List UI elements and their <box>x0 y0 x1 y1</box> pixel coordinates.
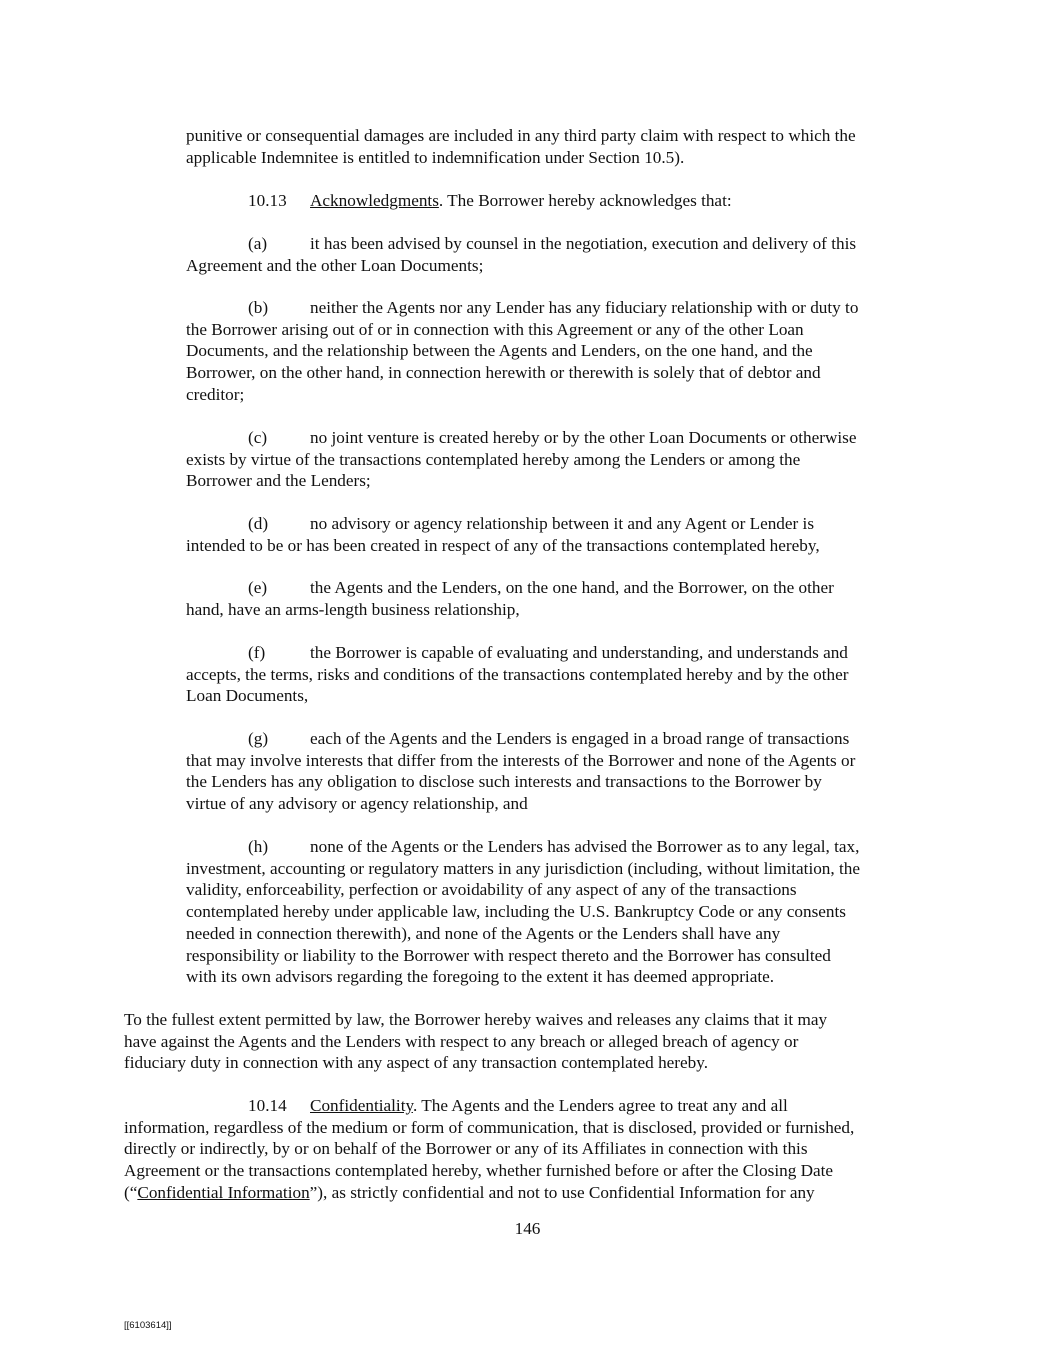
clause-label: (d) <box>248 514 269 533</box>
text-line: creditor; <box>186 384 245 404</box>
clause-label: (f) <box>248 643 266 662</box>
text-line: hand, have an arms-length business relationship, <box>186 599 520 619</box>
page-number: 146 <box>514 1219 541 1238</box>
text-line: directly or indirectly, by or on behalf of the Borrower or any of its Affiliates in connection with this <box>124 1139 808 1159</box>
text-line: information, regardless of the medium or form of communication, that is disclosed, provided or furnished, <box>124 1117 855 1137</box>
text-line: Borrower and the Lenders; <box>186 471 371 491</box>
section-lead: . The Agents and the Lenders agree to treat any and all <box>412 1096 788 1115</box>
text-line: To the fullest extent permitted by law, the Borrower hereby waives and releases any claims that it may <box>124 1010 828 1029</box>
text-line: Agreement and the other Loan Documents; <box>186 255 484 275</box>
section-lead: . The Borrower hereby acknowledges that: <box>438 191 732 210</box>
text-line: it has been advised by counsel in the negotiation, execution and delivery of this <box>310 234 857 253</box>
text-line: investment, accounting or regulatory matters in any jurisdiction (including, without limitation, the <box>186 858 860 878</box>
waiver-paragraph <box>124 1009 827 1074</box>
text-line: applicable Indemnitee is entitled to indemnification under Section 10.5). <box>186 147 685 167</box>
text-line: Loan Documents, <box>186 686 309 706</box>
clause-c <box>186 427 856 492</box>
text-line: no advisory or agency relationship between it and any Agent or Lender is <box>310 514 815 533</box>
clause-label: (e) <box>248 578 268 597</box>
text-line: virtue of any advisory or agency relationship, and <box>186 794 528 814</box>
text-line: contemplated hereby under applicable law, including the U.S. Bankruptcy Code or any consents <box>186 902 846 922</box>
text-line: the Borrower arising out of or in connection with this Agreement or any of the other Loan <box>186 319 804 339</box>
clause-label: (b) <box>248 298 269 317</box>
text-line: needed in connection therewith), and none of the Agents or the Lenders shall have any <box>186 923 781 943</box>
section-10-13-heading <box>248 190 732 212</box>
clause-f <box>186 642 848 707</box>
clause-d <box>186 513 820 556</box>
section-10-14 <box>124 1095 854 1204</box>
text-line: Agreement or the transactions contemplated hereby, whether furnished before or after the Closing Date <box>124 1161 834 1181</box>
text-line: intended to be or has been created in respect of any of the transactions contemplated hereby, <box>186 535 820 555</box>
text-line: no joint venture is created hereby or by the other Loan Documents or otherwise <box>310 428 857 447</box>
text-line: that may involve interests that differ from the interests of the Borrower and none of the Agents or <box>186 750 856 770</box>
text-line: the Lenders has any obligation to disclose such interests and transactions to the Borrower by <box>186 772 822 792</box>
text-line: each of the Agents and the Lenders is engaged in a broad range of transactions <box>310 729 850 748</box>
text-line: validity, enforceability, perfection or avoidability of any aspect of any of the transactions <box>186 880 797 900</box>
section-title: Confidentiality <box>310 1096 413 1115</box>
continuation-paragraph <box>186 125 856 168</box>
section-number: 10.13 <box>248 191 287 210</box>
text-line: exists by virtue of the transactions contemplated hereby among the Lenders or among the <box>186 449 801 469</box>
text-line: have against the Agents and the Lenders with respect to any breach or alleged breach of agency or <box>124 1031 799 1051</box>
text-line: accepts, the terms, risks and conditions of the transactions contemplated hereby and by the other <box>186 664 849 684</box>
section-number: 10.14 <box>248 1096 287 1115</box>
text-line: the Agents and the Lenders, on the one hand, and the Borrower, on the other <box>310 578 834 597</box>
clause-label: (g) <box>248 729 269 748</box>
clause-g <box>186 728 855 815</box>
document-id: [[6103614]] <box>124 1320 172 1331</box>
clause-a <box>186 233 856 276</box>
text-line: neither the Agents nor any Lender has any fiduciary relationship with or duty to <box>310 298 859 317</box>
text-line: punitive or consequential damages are included in any third party claim with respect to which the <box>186 126 856 145</box>
section-title: Acknowledgments <box>310 191 439 210</box>
clause-label: (a) <box>248 234 268 253</box>
clause-label: (c) <box>248 428 268 447</box>
text-fragment: ”), as strictly confidential and not to use Confidential Information for any <box>309 1182 815 1202</box>
text-line: with its own advisors regarding the foregoing to the extent it has deemed appropriate. <box>186 967 775 987</box>
clause-e <box>186 577 834 620</box>
defined-term: Confidential Information <box>137 1182 310 1202</box>
text-line: none of the Agents or the Lenders has advised the Borrower as to any legal, tax, <box>310 837 860 856</box>
text-fragment: (“ <box>124 1182 138 1202</box>
clause-b <box>186 297 858 406</box>
text-line: Documents, and the relationship between the Agents and Lenders, on the one hand, and the <box>186 341 813 361</box>
text-line: responsibility or liability to the Borrower with respect thereto and the Borrower has consulted <box>186 945 831 965</box>
text-line: fiduciary duty in connection with any aspect of any transaction contemplated hereby. <box>124 1053 709 1073</box>
clause-label: (h) <box>248 837 269 856</box>
text-line: the Borrower is capable of evaluating and understanding, and understands and <box>310 643 848 662</box>
text-line: Borrower, on the other hand, in connection herewith or therewith is solely that of debtor and <box>186 363 821 383</box>
clause-h <box>186 836 860 988</box>
